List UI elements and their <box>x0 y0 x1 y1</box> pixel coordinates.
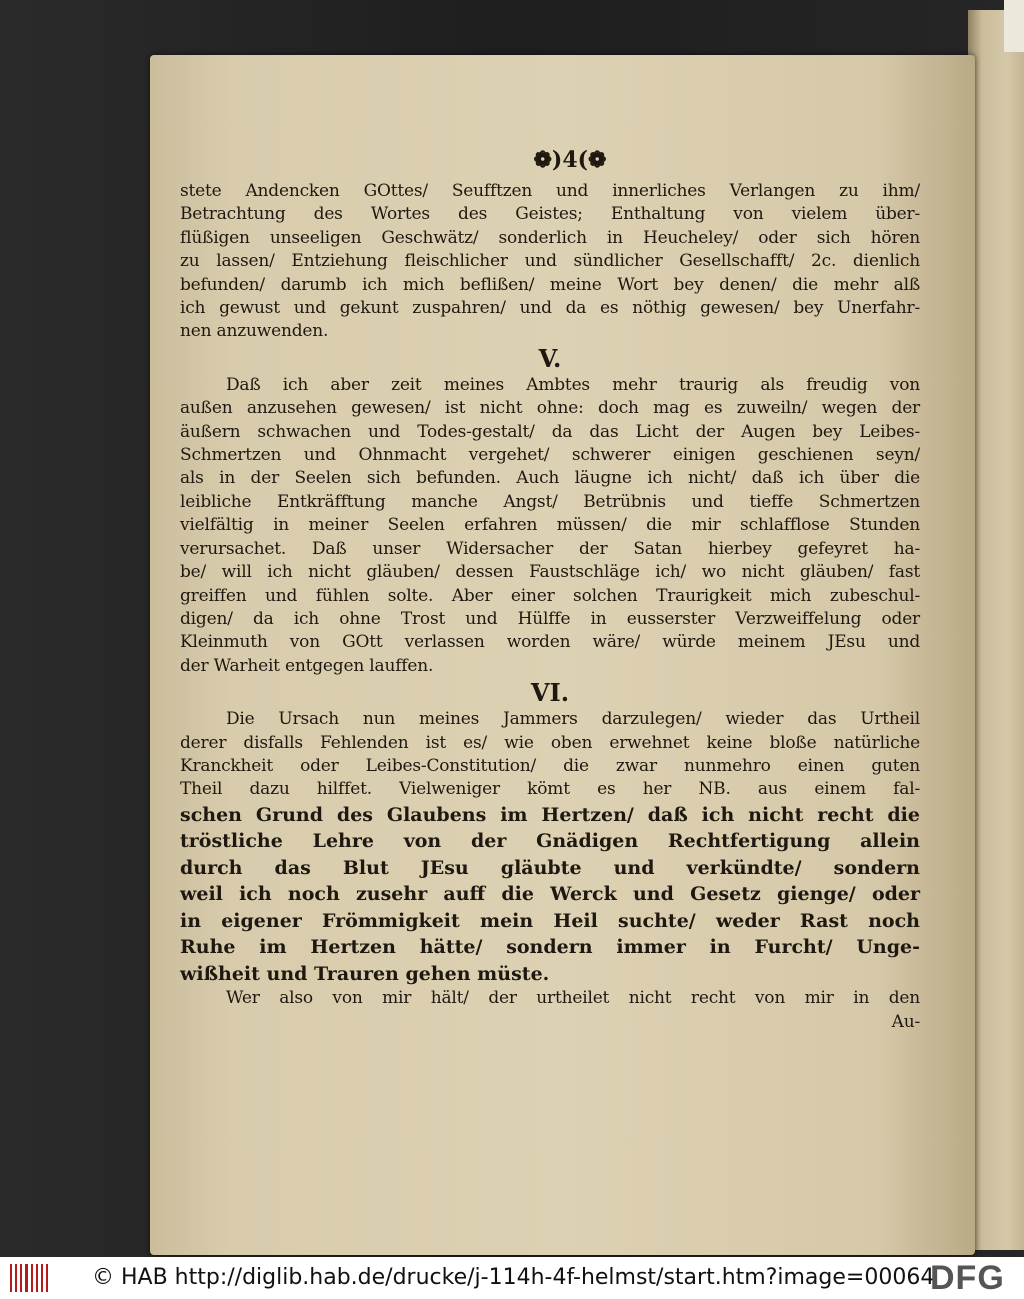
text-line: digen/ da ich ohne Trost und Hülffe in eusserster Verzweiffelung oder <box>180 608 920 629</box>
text-line: nen anzuwenden. <box>180 321 329 342</box>
text-line: Kleinmuth von GOtt verlassen worden wäre/ würde meinem JEsu und <box>180 632 920 653</box>
text-line: Schmertzen und Ohnmacht vergehet/ schwerer einigen geschienen seyn/ <box>180 445 920 466</box>
text-line: Wer also von mir hält/ der urtheilet nicht recht von mir in den <box>226 988 920 1009</box>
text-line: Theil dazu hilffet. Vielweniger kömt es her NB. aus einem fal- <box>180 779 920 800</box>
text-line: der Warheit entgegen lauffen. <box>180 655 434 676</box>
text-line: zu lassen/ Entziehung fleischlicher und sündlicher Gesellschafft/ 2c. dienlich <box>180 251 920 272</box>
text-line: flüßigen unseeligen Geschwätz/ sonderlich in Heucheley/ oder sich hören <box>180 227 920 248</box>
text-line-emphasis: durch das Blut JEsu gläubte und verkündte/ sondern <box>180 856 920 879</box>
next-page-edge <box>968 10 1024 1250</box>
catchword: Au- <box>891 1011 920 1032</box>
hab-logo-icon <box>10 1264 48 1292</box>
text-line-emphasis: schen Grund des Glaubens im Hertzen/ daß ich nicht recht die <box>180 803 920 826</box>
paragraph-2 <box>180 374 920 678</box>
text-line: derer disfalls Fehlenden ist es/ wie oben erwehnet keine bloße natürliche <box>180 732 920 753</box>
text-line: stete Andencken GOttes/ Seufftzen und innerliches Verlangen zu ihm/ <box>180 181 920 201</box>
copyright-link[interactable]: © HAB http://diglib.hab.de/drucke/j-114h-4f-helmst/start.htm?image=00064 <box>92 1265 935 1290</box>
text-line: außen anzusehen gewesen/ ist nicht ohne: doch mag es zuweiln/ wegen der <box>180 398 920 419</box>
text-line: greiffen und fühlen solte. Aber einer solchen Traurigkeit mich zubeschul- <box>180 585 920 606</box>
text-line: befunden/ darumb ich mich beflißen/ meine Wort bey denen/ die mehr alß <box>180 274 920 295</box>
text-line: Daß ich aber zeit meines Ambtes mehr traurig als freudig von <box>226 374 920 395</box>
bookmark-strip <box>1004 0 1024 52</box>
text-line-emphasis: wißheit und Trauren gehen müste. <box>180 962 550 985</box>
text-line: leibliche Entkräfftung manche Angst/ Betrübnis und tieffe Schmertzen <box>180 491 920 512</box>
text-line-emphasis: Ruhe im Hertzen hätte/ sondern immer in Furcht/ Unge- <box>180 936 920 959</box>
text-line: Betrachtung des Wortes des Geistes; Enthaltung von vielem über- <box>180 204 920 225</box>
text-line-emphasis: weil ich noch zusehr auff die Werck und Gesetz gienge/ oder <box>180 883 920 906</box>
text-line: vielfältig in meiner Seelen erfahren müssen/ die mir schlafflose Stunden <box>180 515 920 536</box>
text-line-emphasis: tröstliche Lehre von der Gnädigen Rechtfertigung allein <box>180 830 920 853</box>
text-line: ich gewust und gekunt zuspahren/ und da es nöthig gewesen/ bey Unerfahr- <box>180 298 920 319</box>
text-line: Die Ursach nun meines Jammers darzulegen/ wieder das Urtheil <box>226 709 920 730</box>
text-line: Kranckheit oder Leibes-Constitution/ die zwar nunmehro einen guten <box>180 755 920 776</box>
page-text <box>180 140 920 1034</box>
text-line: äußern schwachen und Todes-gestalt/ da das Licht der Augen bey Leibes- <box>180 421 920 442</box>
text-line: als in der Seelen sich befunden. Auch läugne ich nicht/ daß ich über die <box>180 468 920 489</box>
section-heading-vi: VI. <box>530 678 570 708</box>
text-line: verursachet. Daß unser Widersacher der Satan hierbey gefeyret ha- <box>180 538 920 559</box>
section-heading-v: V. <box>538 343 562 373</box>
text-line-emphasis: in eigener Frömmigkeit mein Heil suchte/ weder Rast noch <box>180 909 920 932</box>
paragraph-4 <box>180 987 920 1034</box>
dfg-logo: DFG <box>930 1259 1005 1297</box>
paragraph-3 <box>180 708 920 987</box>
text-line: be/ will ich nicht gläuben/ dessen Faustschläge ich/ wo nicht gläuben/ fast <box>180 562 920 583</box>
paragraph-1 <box>180 180 920 344</box>
footer-bar <box>0 1257 1024 1299</box>
page-number: ❁)4(❁ <box>533 147 607 173</box>
